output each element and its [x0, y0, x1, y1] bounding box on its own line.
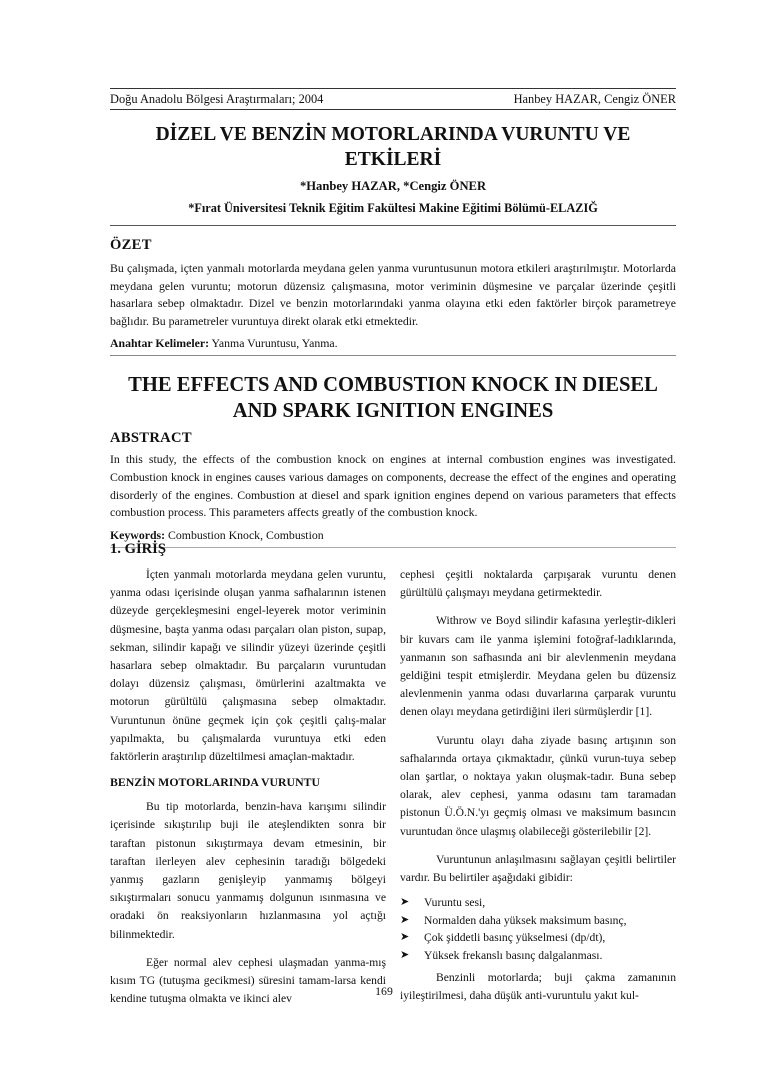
section-heading-giris: 1. GİRİŞ	[110, 541, 166, 557]
body-paragraph: Vuruntu olayı daha ziyade basınç artışının son safhalarında ortaya çıkmaktadır, çünkü vurun-tuya sebep olan şartlar, o noktaya yakın oluşmak-tadır. Buna sebep olarak, alev cephesi, yanma odasını tam taramadan pistonun Ü.Ö.N.'yı geçmiş olması ve maksimum basıncın vuruntudan önce ulaşmış olabileceği gösterilebilir [2].	[400, 733, 676, 838]
abstract-keywords	[110, 528, 676, 543]
separator-rule	[110, 225, 676, 226]
abstract-heading: ABSTRACT	[110, 430, 192, 447]
separator-rule	[110, 547, 676, 548]
header-journal: Doğu Anadolu Bölgesi Araştırmaları; 2004	[110, 92, 324, 106]
body-paragraph: Benzinli motorlarda; buji çakma zamanının iyileştirilmesi, daha düşük anti-vuruntulu yakıt kul-	[400, 971, 676, 1003]
list-item: ➤ Vuruntu sesi,	[400, 894, 676, 912]
abstract-keywords-label: Keywords:	[110, 527, 166, 542]
abstract-text: In this study, the effects of the combustion knock on engines at internal combustion engines was investigated. Combustion knock in engines causes various damages on components, decrease the effect of the engines and operating disorderly of the engines. Combustion at diesel and spark ignition engines depend on various parameters that effects combustion process. This parameters affects greatly of the combustion knock.	[110, 452, 676, 520]
two-column-body	[110, 566, 676, 1008]
arrow-bullet-icon: ➤	[400, 913, 410, 926]
arrow-bullet-icon: ➤	[400, 931, 410, 944]
list-item: ➤ Çok şiddetli basınç yükselmesi (dp/dt),	[400, 929, 676, 947]
arrow-bullet-icon: ➤	[400, 948, 410, 961]
page-number: 169	[375, 984, 393, 998]
ozet-keywords-label: Anahtar Kelimeler:	[110, 336, 210, 351]
author-line: *Hanbey HAZAR, *Cengiz ÖNER	[299, 179, 487, 193]
list-item: ➤ Normalden daha yüksek maksimum basınç,	[400, 912, 676, 930]
left-column	[110, 566, 386, 1008]
running-header	[110, 91, 676, 110]
right-column	[400, 566, 676, 1008]
symptom-list	[400, 894, 676, 964]
body-paragraph: Vuruntunun anlaşılmasını sağlayan çeşitli belirtiler vardır. Bu belirtiler aşağıdaki gibidir:	[400, 852, 676, 885]
ozet-heading: ÖZET	[110, 237, 152, 253]
paper-page	[110, 88, 676, 548]
title-turkish: DİZEL VE BENZİN MOTORLARINDA VURUNTU VE ETKİLERİ	[155, 124, 631, 170]
body-paragraph: Bu tip motorlarda, benzin-hava karışımı silindir içerisinde sıkıştırılıp buji ile ateşlendikten sonra bir taraftan pistonun sıkıştırmaya devam etmesinin, bir taraftan ilerleyen alev cephesinin taradığı bölgedeki yanmış gazların genişleyip yanmamış bölgeyi sıkıştırmaları sonucu yanmamış dolgunun ısınmasına ve oradaki ön reaksiyonların hızlanmasına yol açtığı bilinmektedir.	[110, 800, 386, 941]
body-paragraph: İçten yanmalı motorlarda meydana gelen vuruntu, yanma odası içerisinde oluşan yanma safhalarının istenen düzeyde gerçekleşmesini engel-leyerek motor veriminin düşmesine, başta yanma odası parçaları olan piston, supap, sekman, silindir kapağı ve silindir yüzeyi üzerinde çeşitli hasarlara sebep olmaktadır. Bu parçaların vuruntudan dolayı düzensiz çalışması, ömürlerini azaltmakta ve motorun gürültülü çalışmasına sebep olmaktadır. Vuruntunun önüne geçmek için çok çeşitli çalış-malar yapılmakta, bu çalışmalarda vuruntuya etki eden faktörlerin araştırılıp düzeltilmesi amaçlan-maktadır.	[110, 568, 386, 764]
affiliation-line: *Fırat Üniversitesi Teknik Eğitim Fakültesi Makine Eğitimi Bölümü-ELAZIĞ	[188, 201, 598, 215]
body-paragraph: Eğer normal alev cephesi ulaşmadan yanma-mış kısım TG (tutuşma gecikmesi) süresini tamam-larsa kendi kendine tutuşma olmakta ve ikinci alev	[110, 955, 386, 1006]
ozet-keywords-value: Yanma Vuruntusu, Yanma.	[209, 336, 338, 351]
body-paragraph: cephesi çeşitli noktalarda çarpışarak vuruntu denen gürültülü çalışmayı meydana getirmektedir.	[400, 568, 676, 600]
subsection-heading: BENZİN MOTORLARINDA VURUNTU	[110, 775, 320, 790]
ozet-keywords	[110, 336, 676, 351]
title-english: THE EFFECTS AND COMBUSTION KNOCK IN DIESEL AND SPARK IGNITION ENGINES	[128, 374, 658, 423]
arrow-bullet-icon: ➤	[400, 896, 410, 909]
abstract-keywords-value: Combustion Knock, Combustion	[165, 527, 324, 542]
body-paragraph: Withrow ve Boyd silindir kafasına yerleştir-dikleri bir kuvars cam ile yanma işlemini fotoğraf-ladıklarında, yanmanın son safhasında ani bir alevlenmenin meydana geldiğini tespit etmişlerdir. Meydana gelen bu düzensiz alevlenmenin yanma odası duvarlarına çarparak vuruntu denen olayı meydana getirdiğini ileri sürmüşlerdir [1].	[400, 614, 676, 719]
header-authors: Hanbey HAZAR, Cengiz ÖNER	[513, 92, 676, 106]
ozet-text: Bu çalışmada, içten yanmalı motorlarda meydana gelen yanma vuruntusunun motora etkileri araştırılmıştır. Motorlarda meydana gelen vuruntu; motorun düzensiz çalışmasına, motor veriminin düşmesine ve parçalar üzerinde çeşitli hasarlara sebep olmaktadır. Dizel ve benzin motorlarındaki yanma olayına etki eden faktörler birçok parametreye bağlıdır. Bu parametreler vuruntuya direkt olarak etki etmektedir.	[110, 261, 676, 328]
list-item: ➤ Yüksek frekanslı basınç dalgalanması.	[400, 947, 676, 965]
separator-rule	[110, 355, 676, 356]
header-rule-top	[110, 88, 676, 89]
